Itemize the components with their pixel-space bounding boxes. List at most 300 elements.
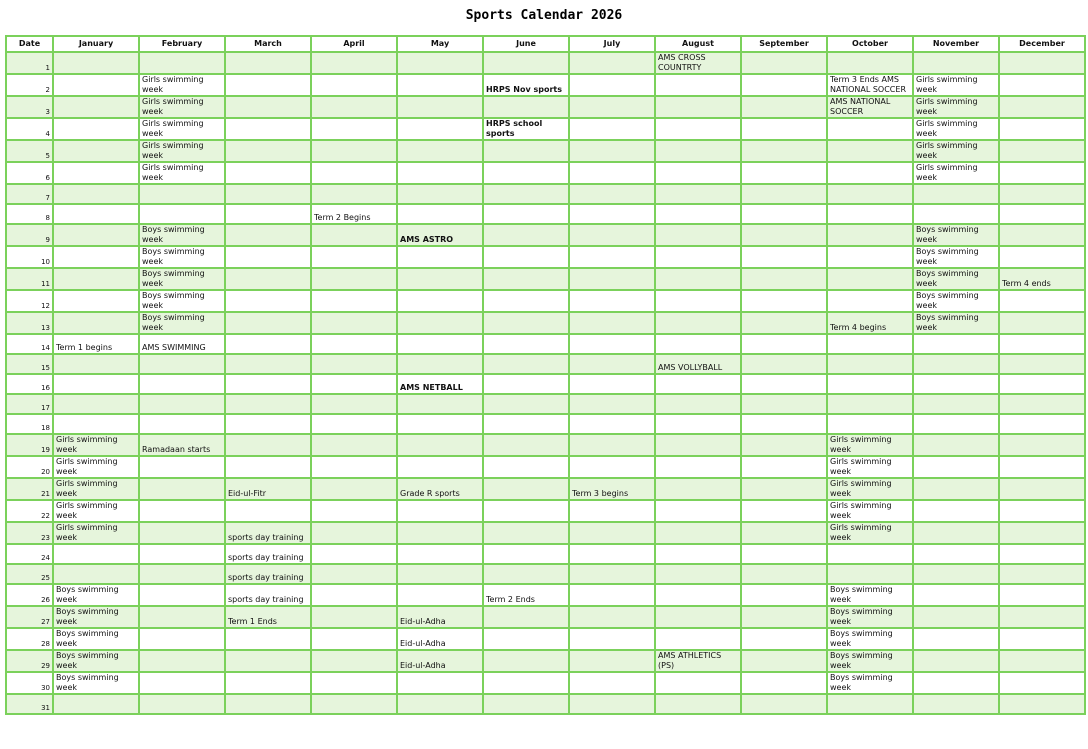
- event-text: Girls swimming week: [830, 523, 892, 542]
- date-cell: 22: [6, 500, 53, 522]
- event-cell: [569, 162, 655, 184]
- event-cell: [311, 354, 397, 374]
- event-cell: [827, 290, 913, 312]
- event-cell: [139, 564, 225, 584]
- event-cell: [999, 606, 1085, 628]
- event-cell: [827, 118, 913, 140]
- table-row: [6, 162, 1085, 184]
- event-text: Boys swimming week: [830, 607, 893, 626]
- event-cell: [483, 522, 569, 544]
- event-text: AMS NETBALL: [400, 383, 463, 392]
- event-cell: [655, 414, 741, 434]
- event-cell: [53, 268, 139, 290]
- event-cell: [999, 268, 1085, 290]
- event-cell: [225, 96, 311, 118]
- month-header-august: August: [655, 36, 741, 52]
- event-cell: [139, 456, 225, 478]
- date-cell: 12: [6, 290, 53, 312]
- event-cell: [311, 312, 397, 334]
- date-column-header: Date: [6, 36, 53, 52]
- event-cell: [999, 672, 1085, 694]
- event-cell: [483, 414, 569, 434]
- date-cell: 14: [6, 334, 53, 354]
- event-text: Boys swimming week: [916, 313, 979, 332]
- event-cell: [311, 394, 397, 414]
- event-cell: [53, 52, 139, 74]
- table-row: [6, 584, 1085, 606]
- event-cell: [999, 162, 1085, 184]
- event-cell: [827, 184, 913, 204]
- event-cell: [913, 456, 999, 478]
- event-cell: [139, 374, 225, 394]
- event-cell: [397, 694, 483, 714]
- event-cell: [311, 162, 397, 184]
- event-cell: [311, 478, 397, 500]
- event-cell: [139, 312, 225, 334]
- event-cell: [225, 522, 311, 544]
- event-cell: [741, 584, 827, 606]
- event-cell: [913, 312, 999, 334]
- table-row: [6, 140, 1085, 162]
- event-cell: [225, 434, 311, 456]
- table-row: [6, 672, 1085, 694]
- event-cell: [483, 500, 569, 522]
- event-cell: [741, 334, 827, 354]
- event-text: Girls swimming week: [916, 119, 978, 138]
- event-text: sports day training: [228, 553, 304, 562]
- event-text: Girls swimming week: [916, 75, 978, 94]
- event-cell: [139, 606, 225, 628]
- date-cell: 23: [6, 522, 53, 544]
- event-cell: [53, 414, 139, 434]
- event-cell: [225, 628, 311, 650]
- event-cell: [225, 672, 311, 694]
- event-cell: [827, 606, 913, 628]
- event-cell: [655, 246, 741, 268]
- table-row: [6, 246, 1085, 268]
- event-cell: [53, 394, 139, 414]
- event-cell: [999, 628, 1085, 650]
- event-cell: [397, 478, 483, 500]
- event-cell: [53, 606, 139, 628]
- event-cell: [397, 290, 483, 312]
- event-text: Term 1 Ends: [228, 617, 277, 626]
- event-cell: [741, 224, 827, 246]
- event-cell: [999, 650, 1085, 672]
- event-cell: [139, 140, 225, 162]
- event-cell: [53, 334, 139, 354]
- event-cell: [53, 500, 139, 522]
- event-cell: [913, 694, 999, 714]
- event-cell: [741, 140, 827, 162]
- event-cell: [311, 434, 397, 456]
- event-cell: [741, 414, 827, 434]
- calendar-table: [5, 35, 1086, 715]
- event-cell: [999, 478, 1085, 500]
- event-cell: [741, 564, 827, 584]
- event-text: Boys swimming week: [56, 585, 119, 604]
- event-text: Boys swimming week: [56, 607, 119, 626]
- event-cell: [53, 456, 139, 478]
- event-cell: [913, 52, 999, 74]
- event-cell: [225, 246, 311, 268]
- event-cell: [827, 162, 913, 184]
- table-row: [6, 478, 1085, 500]
- event-cell: [483, 694, 569, 714]
- table-row: [6, 606, 1085, 628]
- event-cell: [483, 478, 569, 500]
- event-cell: [483, 140, 569, 162]
- event-cell: [913, 140, 999, 162]
- event-cell: [913, 204, 999, 224]
- event-cell: [741, 456, 827, 478]
- event-cell: [741, 522, 827, 544]
- month-header-october: October: [827, 36, 913, 52]
- table-row: [6, 434, 1085, 456]
- event-cell: [569, 268, 655, 290]
- event-cell: [139, 118, 225, 140]
- date-cell: 11: [6, 268, 53, 290]
- date-cell: 21: [6, 478, 53, 500]
- event-cell: [569, 606, 655, 628]
- event-text: Girls swimming week: [830, 479, 892, 498]
- event-text: sports day training: [228, 533, 304, 542]
- event-cell: [913, 224, 999, 246]
- event-cell: [311, 96, 397, 118]
- event-text: Boys swimming week: [56, 629, 119, 648]
- event-cell: [741, 434, 827, 456]
- event-cell: [139, 184, 225, 204]
- event-cell: [483, 606, 569, 628]
- month-header-june: June: [483, 36, 569, 52]
- event-cell: [655, 312, 741, 334]
- event-cell: [311, 650, 397, 672]
- event-cell: [483, 96, 569, 118]
- event-cell: [225, 290, 311, 312]
- event-text: Girls swimming week: [916, 163, 978, 182]
- table-row: [6, 334, 1085, 354]
- event-cell: [827, 334, 913, 354]
- event-cell: [655, 204, 741, 224]
- event-cell: [741, 650, 827, 672]
- event-cell: [53, 544, 139, 564]
- event-cell: [655, 478, 741, 500]
- date-cell: 18: [6, 414, 53, 434]
- event-cell: [741, 162, 827, 184]
- event-cell: [741, 184, 827, 204]
- event-cell: [53, 354, 139, 374]
- table-row: [6, 414, 1085, 434]
- event-cell: [225, 334, 311, 354]
- table-row: [6, 184, 1085, 204]
- event-cell: [483, 672, 569, 694]
- event-cell: [397, 224, 483, 246]
- table-row: [6, 354, 1085, 374]
- event-text: Girls swimming week: [142, 119, 204, 138]
- event-text: Boys swimming week: [830, 651, 893, 670]
- date-cell: 29: [6, 650, 53, 672]
- event-cell: [225, 140, 311, 162]
- event-cell: [655, 52, 741, 74]
- event-cell: [483, 374, 569, 394]
- event-text: Term 4 ends: [1002, 279, 1051, 288]
- event-cell: [139, 650, 225, 672]
- event-cell: [139, 224, 225, 246]
- table-row: [6, 118, 1085, 140]
- event-cell: [569, 478, 655, 500]
- event-cell: [225, 204, 311, 224]
- event-text: Boys swimming week: [142, 225, 205, 244]
- table-row: [6, 456, 1085, 478]
- event-cell: [397, 162, 483, 184]
- date-cell: 17: [6, 394, 53, 414]
- event-cell: [397, 96, 483, 118]
- event-cell: [999, 246, 1085, 268]
- event-cell: [913, 478, 999, 500]
- event-cell: [53, 96, 139, 118]
- event-cell: [999, 184, 1085, 204]
- event-cell: [225, 374, 311, 394]
- event-text: Girls swimming week: [56, 435, 118, 454]
- event-cell: [139, 500, 225, 522]
- date-cell: 3: [6, 96, 53, 118]
- event-cell: [139, 162, 225, 184]
- event-cell: [655, 374, 741, 394]
- event-cell: [483, 650, 569, 672]
- event-cell: [397, 394, 483, 414]
- event-text: Girls swimming week: [142, 97, 204, 116]
- event-cell: [483, 184, 569, 204]
- event-text: Girls swimming week: [142, 163, 204, 182]
- event-cell: [913, 672, 999, 694]
- event-cell: [999, 374, 1085, 394]
- event-cell: [999, 394, 1085, 414]
- event-cell: [483, 204, 569, 224]
- event-text: Girls swimming week: [142, 75, 204, 94]
- event-cell: [569, 74, 655, 96]
- event-cell: [999, 584, 1085, 606]
- event-text: Boys swimming week: [142, 313, 205, 332]
- date-cell: 2: [6, 74, 53, 96]
- event-text: Girls swimming week: [56, 523, 118, 542]
- event-cell: [655, 290, 741, 312]
- event-cell: [311, 500, 397, 522]
- event-text: Term 2 Begins: [314, 213, 371, 222]
- date-cell: 16: [6, 374, 53, 394]
- event-text: Boys swimming week: [56, 673, 119, 692]
- event-text: Girls swimming week: [142, 141, 204, 160]
- event-cell: [569, 140, 655, 162]
- event-cell: [827, 394, 913, 414]
- event-cell: [569, 334, 655, 354]
- event-cell: [569, 224, 655, 246]
- event-cell: [827, 672, 913, 694]
- event-cell: [913, 500, 999, 522]
- event-cell: [827, 694, 913, 714]
- event-text: Ramadaan starts: [142, 445, 211, 454]
- event-cell: [53, 564, 139, 584]
- event-cell: [139, 544, 225, 564]
- month-header-december: December: [999, 36, 1085, 52]
- event-text: Boys swimming week: [142, 291, 205, 310]
- event-cell: [913, 434, 999, 456]
- event-cell: [827, 204, 913, 224]
- month-header-november: November: [913, 36, 999, 52]
- event-cell: [999, 290, 1085, 312]
- event-cell: [569, 374, 655, 394]
- event-cell: [655, 268, 741, 290]
- event-cell: [569, 184, 655, 204]
- event-cell: [139, 334, 225, 354]
- table-row: [6, 224, 1085, 246]
- event-cell: [569, 694, 655, 714]
- event-cell: [483, 312, 569, 334]
- event-text: Boys swimming week: [142, 247, 205, 266]
- event-cell: [139, 584, 225, 606]
- event-cell: [139, 204, 225, 224]
- event-text: HRPS Nov sports: [486, 85, 562, 94]
- event-cell: [483, 544, 569, 564]
- event-cell: [53, 74, 139, 96]
- event-text: sports day training: [228, 595, 304, 604]
- event-cell: [827, 584, 913, 606]
- event-cell: [655, 162, 741, 184]
- event-cell: [225, 584, 311, 606]
- event-text: AMS ATHLETICS (PS): [658, 651, 722, 670]
- event-cell: [225, 268, 311, 290]
- event-text: Boys swimming week: [916, 225, 979, 244]
- event-cell: [483, 290, 569, 312]
- event-cell: [311, 606, 397, 628]
- event-cell: [741, 204, 827, 224]
- event-cell: [827, 96, 913, 118]
- event-cell: [397, 184, 483, 204]
- event-cell: [999, 694, 1085, 714]
- event-cell: [741, 290, 827, 312]
- event-cell: [483, 434, 569, 456]
- table-row: [6, 628, 1085, 650]
- event-cell: [655, 628, 741, 650]
- event-cell: [311, 564, 397, 584]
- event-text: Boys swimming week: [830, 629, 893, 648]
- event-cell: [827, 74, 913, 96]
- event-cell: [139, 414, 225, 434]
- event-cell: [311, 456, 397, 478]
- event-cell: [913, 118, 999, 140]
- event-cell: [741, 354, 827, 374]
- event-cell: [913, 246, 999, 268]
- event-cell: [483, 52, 569, 74]
- event-text: Term 1 begins: [56, 343, 113, 352]
- event-text: AMS SWIMMING: [142, 343, 206, 352]
- event-cell: [999, 564, 1085, 584]
- event-cell: [311, 290, 397, 312]
- date-cell: 24: [6, 544, 53, 564]
- table-row: [6, 290, 1085, 312]
- event-cell: [483, 584, 569, 606]
- event-cell: [53, 434, 139, 456]
- event-cell: [139, 74, 225, 96]
- date-cell: 30: [6, 672, 53, 694]
- event-cell: [741, 672, 827, 694]
- event-cell: [913, 564, 999, 584]
- event-cell: [913, 414, 999, 434]
- event-text: HRPS school sports: [486, 119, 543, 138]
- event-cell: [483, 394, 569, 414]
- event-cell: [569, 52, 655, 74]
- event-cell: [655, 584, 741, 606]
- event-text: Girls swimming week: [916, 97, 978, 116]
- page-title: Sports Calendar 2026: [465, 8, 623, 23]
- event-cell: [569, 522, 655, 544]
- event-text: AMS NATIONAL SOCCER: [830, 97, 891, 116]
- event-cell: [225, 414, 311, 434]
- event-cell: [741, 246, 827, 268]
- event-cell: [913, 334, 999, 354]
- event-cell: [311, 672, 397, 694]
- event-text: Boys swimming week: [56, 651, 119, 670]
- event-text: Girls swimming week: [56, 501, 118, 520]
- event-cell: [225, 564, 311, 584]
- table-row: [6, 650, 1085, 672]
- event-cell: [913, 268, 999, 290]
- event-cell: [569, 500, 655, 522]
- date-cell: 15: [6, 354, 53, 374]
- event-cell: [655, 394, 741, 414]
- event-cell: [999, 334, 1085, 354]
- month-header-may: May: [397, 36, 483, 52]
- event-cell: [655, 354, 741, 374]
- event-cell: [53, 694, 139, 714]
- month-header-september: September: [741, 36, 827, 52]
- date-cell: 10: [6, 246, 53, 268]
- month-header-january: January: [53, 36, 139, 52]
- event-cell: [225, 74, 311, 96]
- event-cell: [999, 500, 1085, 522]
- event-cell: [53, 628, 139, 650]
- event-cell: [139, 628, 225, 650]
- event-cell: [655, 140, 741, 162]
- event-cell: [311, 204, 397, 224]
- event-cell: [53, 312, 139, 334]
- event-cell: [139, 434, 225, 456]
- event-cell: [311, 374, 397, 394]
- event-cell: [139, 672, 225, 694]
- event-cell: [913, 290, 999, 312]
- event-cell: [225, 694, 311, 714]
- event-cell: [53, 162, 139, 184]
- event-cell: [827, 224, 913, 246]
- event-cell: [827, 564, 913, 584]
- event-cell: [139, 354, 225, 374]
- event-cell: [53, 650, 139, 672]
- event-cell: [655, 118, 741, 140]
- date-cell: 1: [6, 52, 53, 74]
- event-cell: [827, 478, 913, 500]
- event-cell: [569, 584, 655, 606]
- event-cell: [53, 672, 139, 694]
- event-cell: [655, 672, 741, 694]
- event-cell: [999, 434, 1085, 456]
- table-row: [6, 564, 1085, 584]
- event-cell: [53, 118, 139, 140]
- event-cell: [53, 584, 139, 606]
- event-cell: [999, 118, 1085, 140]
- event-text: Term 3 Ends AMS NATIONAL SOCCER: [830, 75, 906, 94]
- event-cell: [397, 246, 483, 268]
- event-cell: [397, 434, 483, 456]
- event-cell: [311, 140, 397, 162]
